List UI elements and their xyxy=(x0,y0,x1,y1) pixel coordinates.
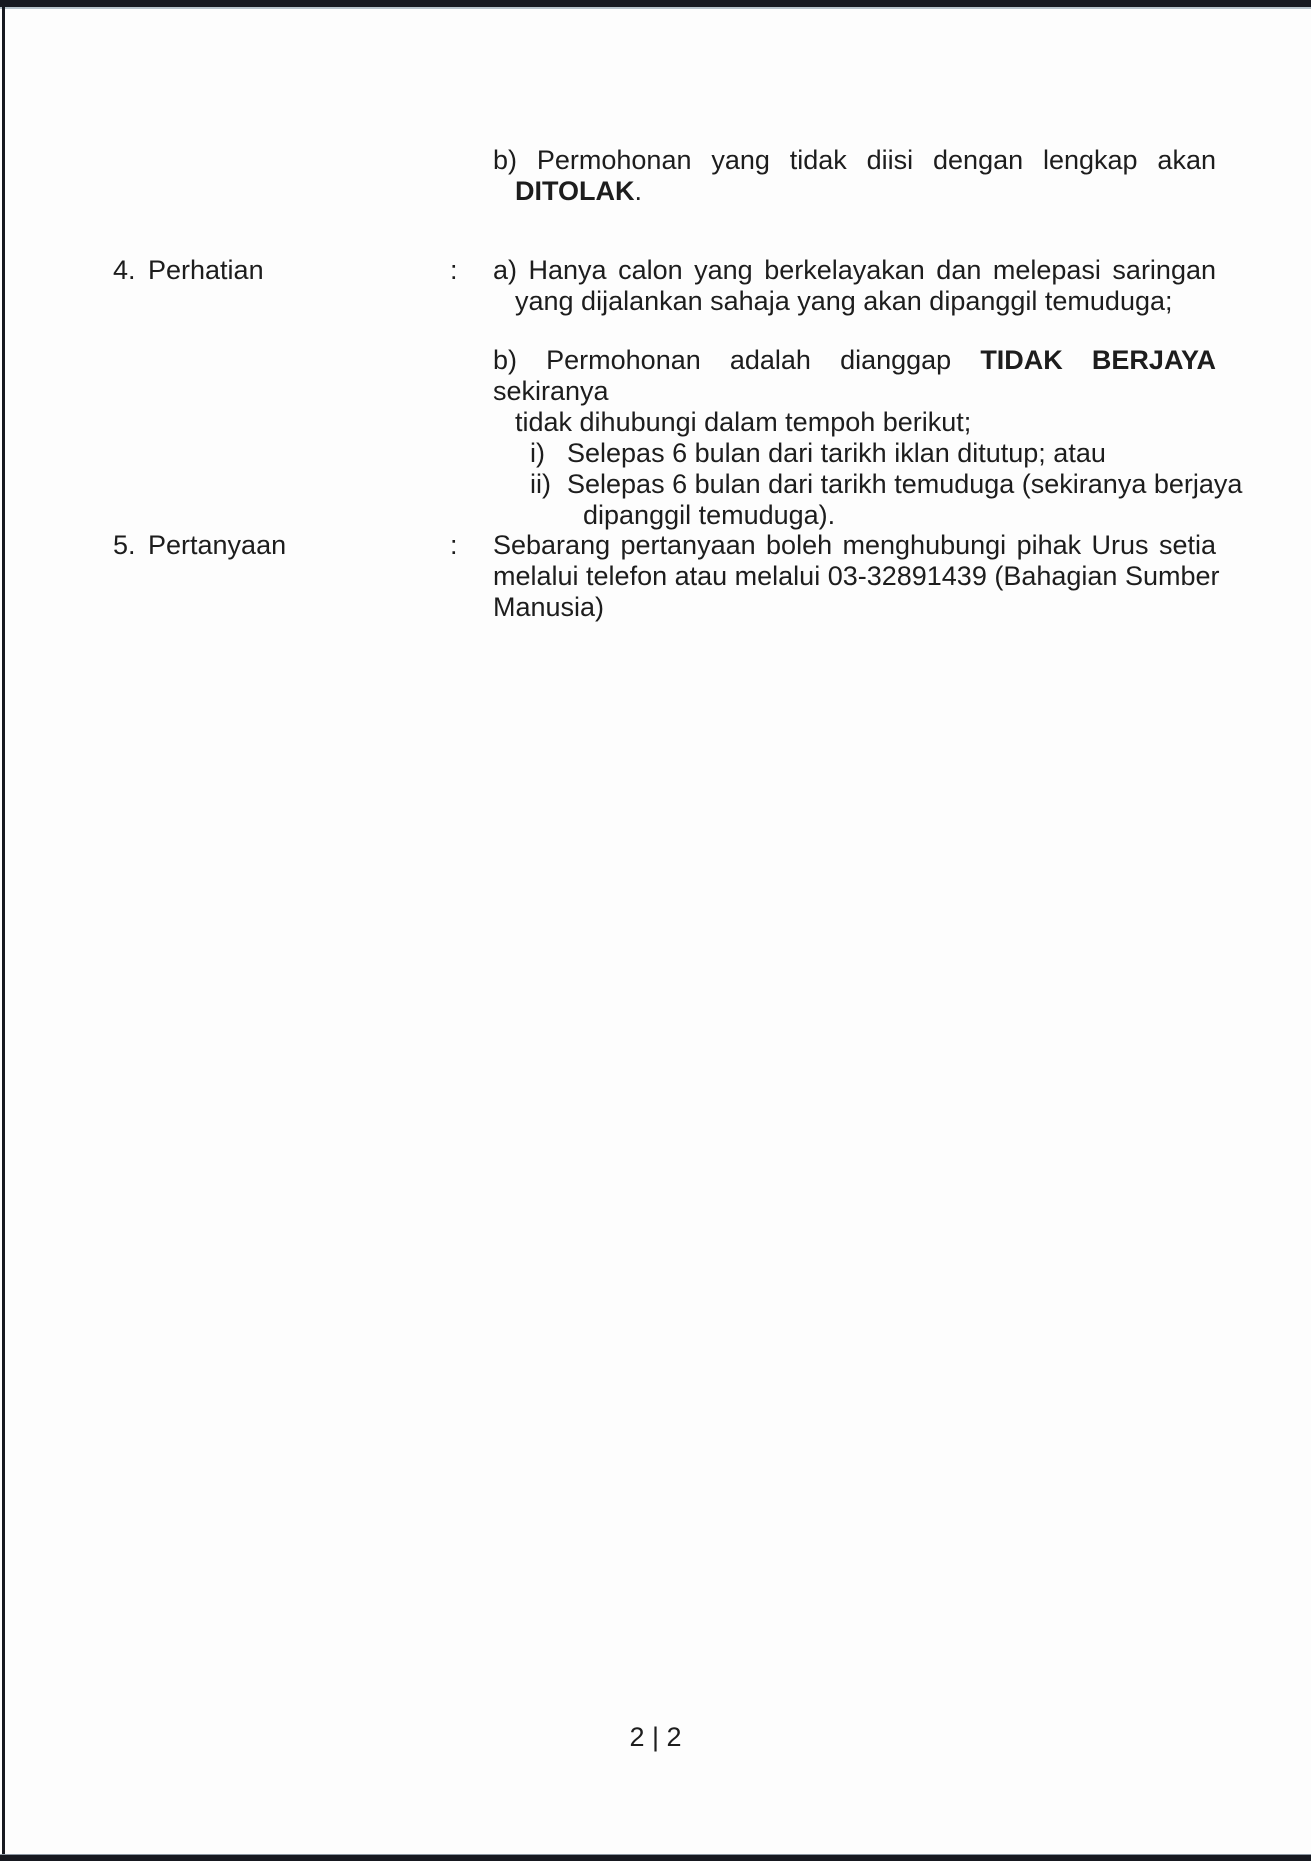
ditolak-bold-text: DITOLAK xyxy=(515,176,635,206)
item-4b-sub-ii-wrap: dipanggil temuduga). xyxy=(583,500,836,530)
item-3b-line-1: b) Permohonan yang tidak diisi dengan lengkap akan xyxy=(493,145,1216,175)
item-3b-paragraph xyxy=(493,145,1216,207)
page-top-edge xyxy=(0,0,1311,7)
section-5-line-1: Sebarang pertanyaan boleh menghubungi pihak Urus setia xyxy=(493,530,1216,560)
section-5-heading xyxy=(0,530,493,561)
item-4b-sub-i xyxy=(493,438,1216,469)
section-4-colon: : xyxy=(450,255,458,285)
section-4-label: Perhatian xyxy=(148,255,264,285)
sub-item-ii-text: Selepas 6 bulan dari tarikh temuduga (sekiranya berjaya xyxy=(567,469,1243,499)
page-top-accent-line xyxy=(0,7,1311,9)
section-5-paragraph xyxy=(493,530,1220,623)
item-4b-paragraph xyxy=(493,345,1243,531)
item-4b-sub-ii xyxy=(493,469,1243,500)
section-4-number: 4. xyxy=(113,255,136,285)
sub-item-ii-marker: ii) xyxy=(530,469,551,499)
item-4a-paragraph xyxy=(493,255,1216,317)
page-number: 2 | 2 xyxy=(629,1722,682,1752)
item-3b-line-2 xyxy=(493,176,1216,207)
sub-item-i-marker: i) xyxy=(530,438,545,468)
item-4b-line-1-pre: b) Permohonan adalah dianggap xyxy=(493,345,981,375)
section-5-number: 5. xyxy=(113,530,136,560)
tidak-berjaya-bold-text: TIDAK BERJAYA xyxy=(980,345,1216,375)
section-5-colon: : xyxy=(450,530,458,560)
section-5-line-2: melalui telefon atau melalui 03-32891439 (Bahagian Sumber xyxy=(493,561,1220,591)
item-4a-line-1: a) Hanya calon yang berkelayakan dan melepasi saringan xyxy=(493,255,1216,285)
section-5-line-3: Manusia) xyxy=(493,592,605,622)
ditolak-period: . xyxy=(634,176,643,206)
item-4b-line-1 xyxy=(493,345,1216,407)
section-4-heading xyxy=(0,255,493,286)
item-4b-line-2: tidak dihubungi dalam tempoh berikut; xyxy=(515,407,972,437)
item-4a-line-2: yang dijalankan sahaja yang akan dipanggil temuduga; xyxy=(515,286,1173,316)
sub-item-i-text: Selepas 6 bulan dari tarikh iklan ditutup; atau xyxy=(567,438,1106,468)
section-5-label: Pertanyaan xyxy=(148,530,287,560)
page-bottom-edge xyxy=(0,1855,1311,1861)
item-4b-line-1-post: sekiranya xyxy=(493,376,609,406)
